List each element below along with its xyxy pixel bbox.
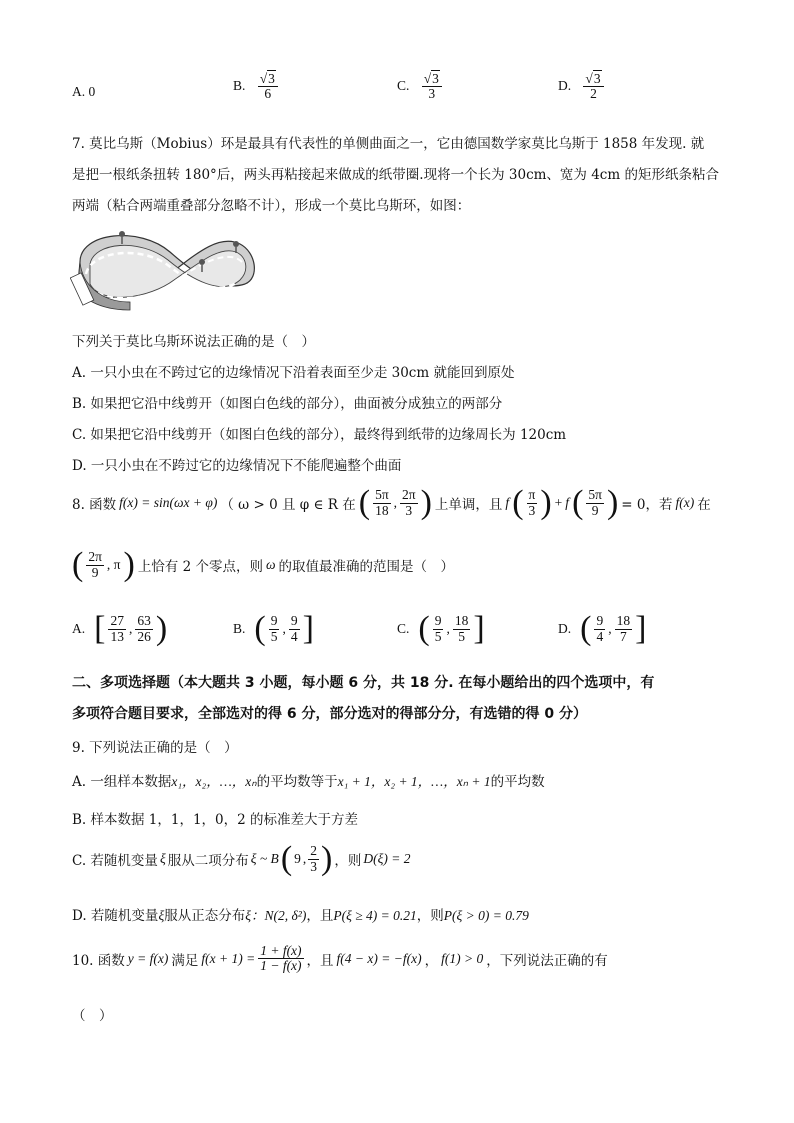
fraction: $\frac{2\pi}{3}$ xyxy=(402,487,416,518)
q9-option-a: A. 一组样本数据x₁，x₂，…，xₙ的平均数等于x₁ + 1，x₂ + 1，…，xₙ + 1的平均数 xyxy=(72,774,545,790)
fraction: $\frac{18}{7}$ xyxy=(616,613,631,644)
q8-line-2: ( $\frac{2\pi}{9}$ , π ) 上恰有 2 个零点，则 ω 的取值最准确的范围是（ ） xyxy=(72,546,455,583)
q7-option-a: A. 一只小虫在不跨过它的边缘情况下沿着表面至少走 30cm 就能回到原处 xyxy=(72,365,515,381)
fraction: $\frac{1 + f(x)}{1 - f(x)}$ xyxy=(260,943,302,974)
fraction: $\frac{2}{3}$ xyxy=(310,843,318,874)
q6-option-b xyxy=(233,72,278,101)
q6-option-c xyxy=(397,72,442,101)
q8-line-1: 8. 函数 f(x) = sin(ωx + φ) （ ω > 0 且 φ ∈ R 在 ( $\frac{5\pi}{18}$ , $\frac{2\pi}{3}$ ) 上单调，且 f ( $\frac{\pi}{3}$ ) + f ( $\frac{5\pi}{9}$ ) = 0，若 f(x) 在 xyxy=(72,484,711,521)
fraction: $\frac{2\pi}{9}$ xyxy=(88,549,102,580)
q8-option-a: A. [ $\frac{27}{13}$ , $\frac{63}{26}$ ) xyxy=(72,610,168,647)
q7-line-1: 7. 莫比乌斯（Mobius）环是最具有代表性的单侧曲面之一，它由德国数学家莫比乌斯于 1858 年发现. 就 xyxy=(72,136,705,152)
fraction: $\frac{√3}{2}$ xyxy=(583,72,603,101)
q7-option-d: D. 一只小虫在不跨过它的边缘情况下不能爬遍整个曲面 xyxy=(72,458,402,474)
fraction: $\frac{9}{5}$ xyxy=(434,613,442,644)
mobius-strip-figure xyxy=(70,222,260,314)
fraction: $\frac{√3}{6}$ xyxy=(258,72,278,101)
q10-answer-paren: （ ） xyxy=(72,1008,113,1024)
q6-option-a: A. 0 xyxy=(72,84,96,99)
q7-line-2: 是把一根纸条扭转 180°后，两头再粘接起来做成的纸带圈.现将一个长为 30cm、宽为 4cm 的矩形纸条粘合 xyxy=(72,167,719,183)
fraction: $\frac{9}{5}$ xyxy=(270,613,278,644)
fraction: $\frac{5\pi}{18}$ xyxy=(375,487,389,518)
q9-stem: 9. 下列说法正确的是（ ） xyxy=(72,740,238,756)
math-expression: f(x) = sin(ωx + φ) xyxy=(119,495,218,510)
fraction: $\frac{5\pi}{9}$ xyxy=(588,487,602,518)
q7-option-b: B. 如果把它沿中线剪开（如图白色线的部分），曲面被分成独立的两部分 xyxy=(72,396,503,412)
fraction: $\frac{9}{4}$ xyxy=(596,613,604,644)
mobius-strip-image xyxy=(70,222,260,314)
q9-option-b: B. 样本数据 1，1，1，0，2 的标准差大于方差 xyxy=(72,812,359,828)
option-label: D. xyxy=(558,78,572,94)
q6-option-d xyxy=(558,72,604,101)
q9-option-d: D. 若随机变量ξ服从正态分布ξ：N(2, δ²)，且P(ξ ≥ 4) = 0.21，则P(ξ > 0) = 0.79 xyxy=(72,908,529,924)
section-heading-line-1: 二、多项选择题（本大题共 3 小题，每小题 6 分，共 18 分. 在每小题给出的四个选项中，有 xyxy=(72,675,655,691)
fraction: $\frac{√3}{3}$ xyxy=(422,72,442,101)
fraction: $\frac{27}{13}$ xyxy=(110,613,124,644)
q7-stem: 下列关于莫比乌斯环说法正确的是（ ） xyxy=(72,334,315,350)
section-heading-line-2: 多项符合题目要求，全部选对的得 6 分，部分选对的得部分分，有选错的得 0 分） xyxy=(72,706,587,722)
fraction: $\frac{\pi}{3}$ xyxy=(528,487,536,518)
fraction: $\frac{18}{5}$ xyxy=(454,613,469,644)
option-label: B. xyxy=(233,78,246,94)
q9-option-c: C. 若随机变量 ξ 服从二项分布 ξ ~ B ( 9 , $\frac{2}{3}$ ) ，则 D(ξ) = 2 xyxy=(72,840,411,877)
q8-option-c: C. ( $\frac{9}{5}$ , $\frac{18}{5}$ ] xyxy=(397,610,485,647)
option-label: C. xyxy=(397,78,410,94)
fraction: $\frac{63}{26}$ xyxy=(137,613,151,644)
q7-line-3: 两端（粘合两端重叠部分忽略不计），形成一个莫比乌斯环，如图： xyxy=(72,198,471,214)
q8-option-d: D. ( $\frac{9}{4}$ , $\frac{18}{7}$ ] xyxy=(558,610,647,647)
fraction: $\frac{9}{4}$ xyxy=(290,613,298,644)
q7-option-c: C. 如果把它沿中线剪开（如图白色线的部分），最终得到纸带的边缘周长为 120cm xyxy=(72,427,567,443)
q10-line-1: 10. 函数 y = f(x) 满足 f(x + 1) = $\frac{1 + f(x)}{1 - f(x)}$ ，且 f(4 − x) = −f(x) ， f(1) > 0 ，下列说法正确的有 xyxy=(72,943,608,974)
q8-option-b: B. ( $\frac{9}{5}$ , $\frac{9}{4}$ ] xyxy=(233,610,314,647)
